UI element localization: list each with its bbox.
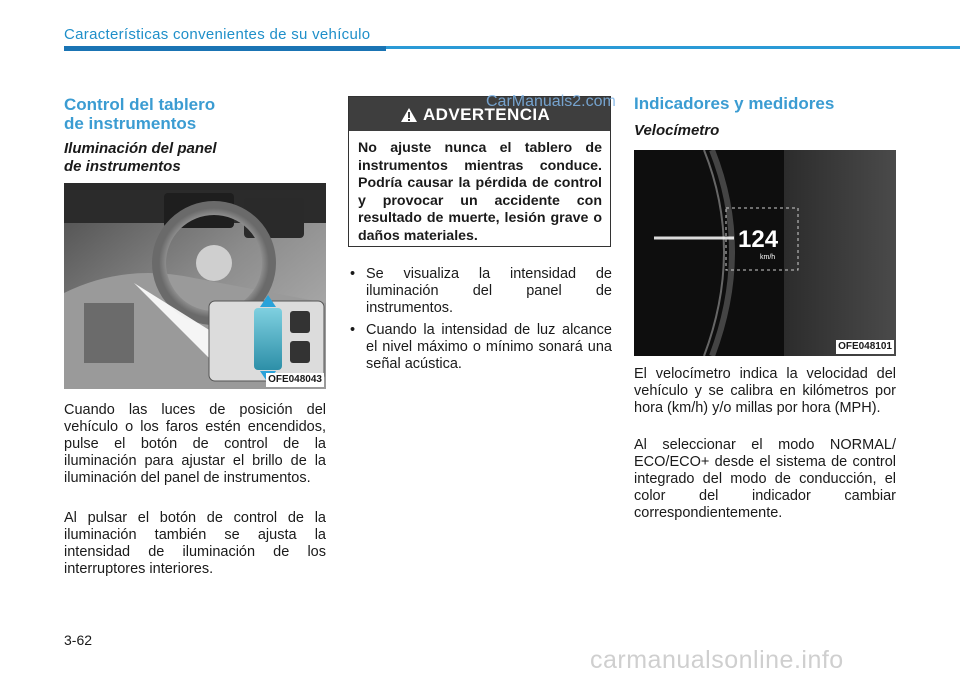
dashboard-illustration bbox=[64, 183, 326, 389]
warning-title: ADVERTENCIA bbox=[423, 105, 551, 124]
heading-instrument-panel-control: Control del tablero de instrumentos bbox=[64, 95, 216, 133]
image-code-left: OFE048043 bbox=[268, 374, 322, 385]
list-item: • Cuando la intensidad de luz alcance el nivel máximo o mínimo sonará una señal acústica. bbox=[348, 322, 612, 373]
warning-triangle-icon bbox=[400, 107, 418, 123]
image-code-right: OFE048101 bbox=[838, 341, 892, 352]
dashboard-illumination-photo bbox=[64, 183, 326, 389]
left-paragraph-2: Al pulsar el botón de control de la iluminación también se ajusta la intensidad de iluminación de los interruptores interiores. bbox=[64, 510, 326, 577]
warning-text: No ajuste nunca el tablero de instrumentos mientras conduce. Podría causar la pérdida de control y provocar un accidente con resultado de muerte, lesión grave o daños materiales. bbox=[358, 140, 602, 244]
bullet-list bbox=[348, 266, 612, 378]
watermark-top[interactable]: CarManuals2.com bbox=[486, 93, 616, 110]
watermark-bottom[interactable]: carmanualsonline.info bbox=[590, 646, 844, 674]
subheading-panel-illumination: Iluminación del panel de instrumentos bbox=[64, 140, 217, 175]
right-paragraph-2: Al seleccionar el modo NORMAL/ ECO/ECO+ desde el sistema de control integrado del modo de conducción, el color del indicador cambiar correspondientemente. bbox=[634, 437, 896, 521]
speed-unit: km/h bbox=[760, 254, 776, 261]
section-title: Características convenientes de su vehículo bbox=[64, 26, 371, 43]
page-number: 3-62 bbox=[64, 632, 93, 648]
left-paragraph-1: Cuando las luces de posición del vehículo o los faros estén encendidos, pulse el botón de control de la iluminación para ajustar el brillo de la iluminación del panel de instrumentos. bbox=[64, 402, 326, 486]
warning-box bbox=[348, 96, 611, 247]
speed-value: 124 bbox=[738, 226, 779, 253]
speedometer-photo bbox=[634, 150, 896, 356]
heading-gauges: Indicadores y medidores bbox=[634, 94, 835, 113]
list-item: • Se visualiza la intensidad de iluminación del panel de instrumentos. bbox=[348, 266, 612, 317]
right-paragraph-1: El velocímetro indica la velocidad del vehículo y se calibra en kilómetros por hora (km/h) y/o millas por hora (MPH). bbox=[634, 366, 896, 416]
header-rule-accent bbox=[64, 46, 386, 51]
subheading-speedometer: Velocímetro bbox=[634, 122, 720, 139]
